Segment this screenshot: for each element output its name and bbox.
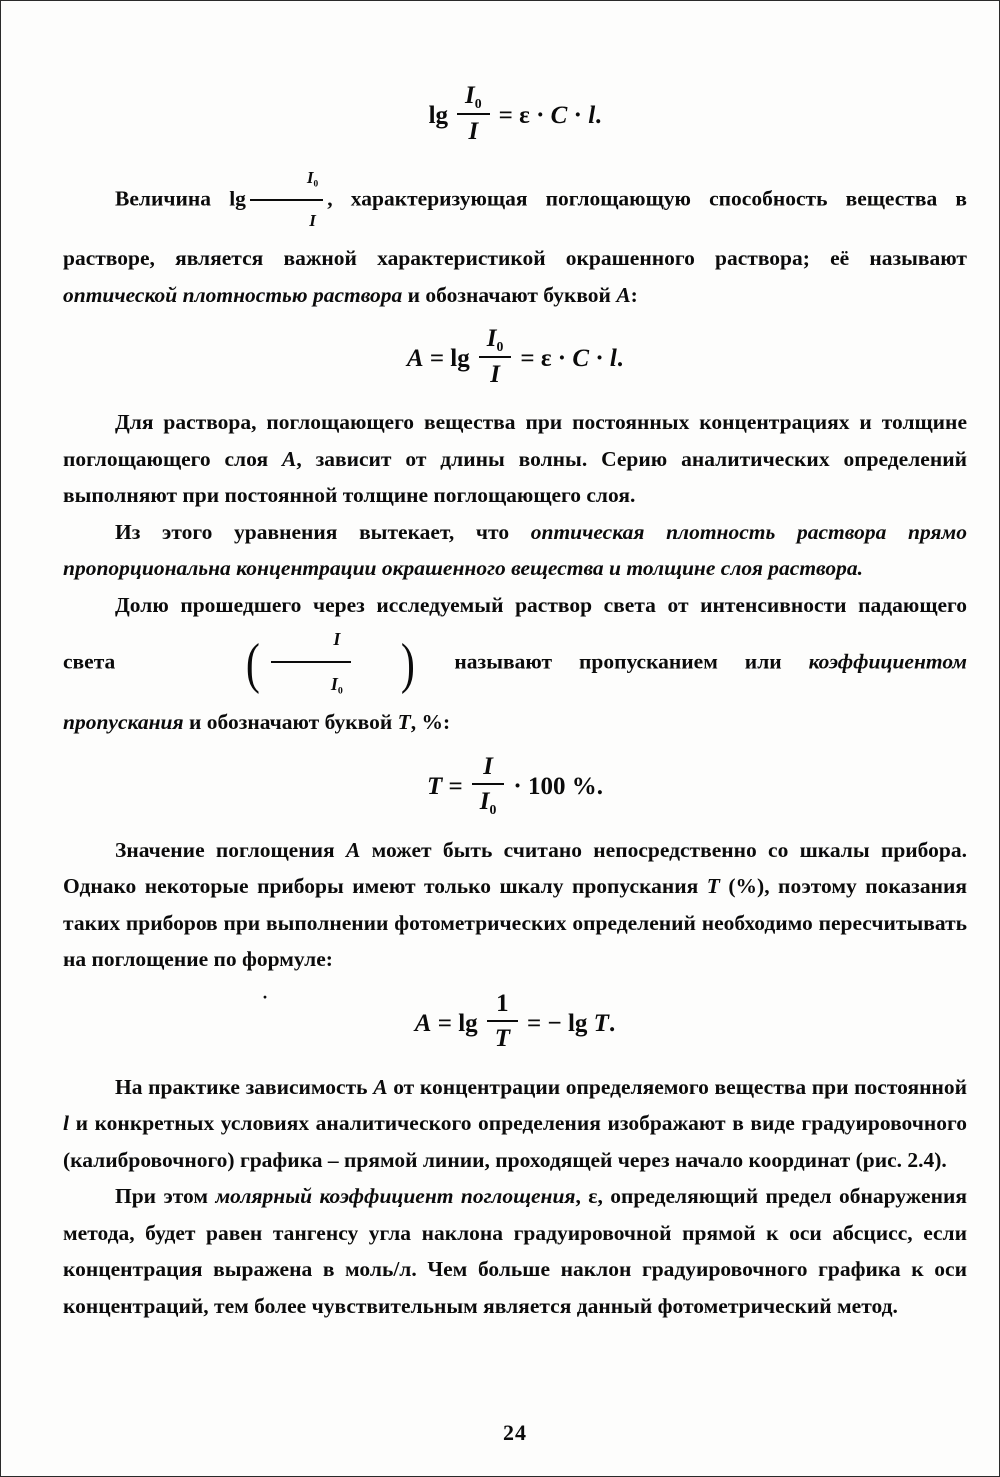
page-number: 24 xyxy=(503,1420,527,1445)
intensity-symbol: I xyxy=(490,360,500,388)
intensity-initial-symbol: I xyxy=(306,168,314,187)
multiplication-dot: · xyxy=(589,344,610,372)
text-segment: : xyxy=(630,282,638,307)
formula-operator: lg xyxy=(428,101,449,129)
term-molar-absorption-coefficient: молярный коэффициент поглощения xyxy=(215,1184,576,1208)
intensity-initial-symbol: I xyxy=(330,673,338,694)
term-optical-density: оптической плотностью раствора xyxy=(63,282,403,307)
text-segment: называют пропусканием или xyxy=(427,649,809,674)
intensity-symbol: I xyxy=(333,629,341,649)
concentration-symbol: C xyxy=(550,101,568,129)
formula-equals-lg: = lg xyxy=(423,344,470,372)
paragraph-calibration-graph xyxy=(63,1069,967,1179)
scan-artifact-dot: · xyxy=(262,987,269,1007)
subscript-zero: 0 xyxy=(496,338,504,354)
subscript-zero: 0 xyxy=(313,179,319,190)
intensity-initial-symbol: I xyxy=(479,788,490,815)
subscript-zero: 0 xyxy=(474,95,482,111)
text-segment: и обозначают буквой xyxy=(402,282,617,307)
text-segment: Из этого уравнения вытекает, что xyxy=(115,519,531,544)
transmittance-symbol: T xyxy=(593,1009,609,1037)
formula-rhs: · 100 %. xyxy=(513,772,603,800)
path-length-symbol: l xyxy=(609,344,617,372)
absorbance-symbol: A xyxy=(406,344,424,372)
inline-formula-operator: lg xyxy=(229,186,246,211)
formula-equals-lg: = lg xyxy=(431,1009,478,1037)
transmittance-symbol: T xyxy=(427,772,443,800)
formula-absorbance-from-transmittance xyxy=(63,989,967,1055)
text-segment: , ε, определяющий предел обнаружения метода, будет равен тангенсу угла наклона градуировочной прямой к оси абсцисс, если концентрация выражена в моль/л. Чем больше наклон градуировочного графика к оси концентраций, тем более чувствительным является данный фотометрический метод. xyxy=(63,1184,968,1318)
paragraph-optical-density-definition xyxy=(63,161,967,313)
symbol-A: A xyxy=(373,1074,388,1099)
fraction xyxy=(271,621,351,702)
formula-rhs: = ε · xyxy=(498,101,551,129)
symbol-T: T xyxy=(397,710,411,734)
subscript-zero: 0 xyxy=(337,684,343,696)
formula-absorbance-definition xyxy=(63,327,967,390)
intensity-symbol: I xyxy=(468,117,479,145)
symbol-A: A xyxy=(281,446,297,471)
text-segment: Значение поглощения xyxy=(115,837,346,862)
concentration-symbol: C xyxy=(572,344,590,372)
text-segment: и обозначают буквой xyxy=(183,710,398,734)
fraction xyxy=(487,990,518,1053)
formula-period: . xyxy=(608,1009,616,1037)
text-segment: (%), поэтому показания таких приборов при выполнении фотометрических определений необходимо пересчитывать на поглощение по формуле: xyxy=(63,874,967,971)
absorbance-symbol: A xyxy=(414,1009,432,1037)
text-segment: Долю прошедшего через исследуемый раствор света от интенсивности падающего света xyxy=(63,592,967,674)
fraction xyxy=(457,82,490,145)
text-segment: Величина xyxy=(115,186,230,211)
text-segment: может быть считано непосредственно со шкалы прибора. Однако некоторые приборы имеют только шкалу пропускания xyxy=(63,837,967,898)
inline-fraction xyxy=(250,160,323,239)
term-transmittance-coefficient: коэффициентом пропускания xyxy=(63,649,968,734)
text-segment: от концентрации определяемого вещества при постоянной xyxy=(387,1074,968,1099)
formula-rhs: = ε · xyxy=(520,344,573,372)
text-segment: , характеризующая поглощающую способность вещества в растворе, является важной характеристикой окрашенного раствора; её называют xyxy=(63,186,968,270)
intensity-symbol: I xyxy=(309,210,316,230)
symbol-T: T xyxy=(706,874,720,898)
fraction xyxy=(472,753,505,816)
intensity-initial-symbol: I xyxy=(465,82,475,109)
text-segment: При этом xyxy=(115,1184,216,1208)
text-segment: Для раствора, поглощающего вещества при постоянных концентрациях и толщине поглощающего слоя xyxy=(63,410,967,471)
paragraph-proportionality-statement xyxy=(63,514,967,587)
paragraph-instrument-scales xyxy=(63,832,967,978)
paragraph-wavelength-dependence xyxy=(63,404,967,514)
text-segment: и конкретных условиях аналитического определения изображают в виде градуировочного (калибровочного) графика – прямой линии, проходящей через начало координат (рис. 2.4). xyxy=(63,1111,967,1172)
numeral-one: 1 xyxy=(496,989,509,1017)
inline-paren-fraction: ( $\frac{I}{I_0}$ ) xyxy=(146,623,423,704)
symbol-A: A xyxy=(345,837,361,862)
symbol-l: l xyxy=(63,1111,69,1135)
formula-transmittance xyxy=(63,752,967,818)
paragraph-transmittance-definition xyxy=(63,587,967,741)
formula-period: . xyxy=(616,344,624,372)
text-segment: , %: xyxy=(410,710,451,734)
formula-rhs: = − lg xyxy=(526,1009,594,1037)
term-direct-proportionality: оптическая плотность раствора прямо пропорциональна концентрации окрашенного вещества и толщине слоя раствора. xyxy=(63,519,967,580)
text-segment: На практике зависимость xyxy=(115,1074,374,1099)
intensity-initial-symbol: I xyxy=(486,325,497,352)
text-segment: , зависит от длины волны. Серию аналитических определений выполняют при постоянной толщине поглощающего слоя. xyxy=(63,446,967,507)
paragraph-molar-absorption-coefficient xyxy=(63,1178,967,1324)
transmittance-symbol: T xyxy=(494,1025,510,1052)
intensity-symbol: I xyxy=(483,752,493,780)
formula-equals: = xyxy=(442,772,463,800)
subscript-zero: 0 xyxy=(489,801,497,817)
multiplication-dot: · xyxy=(567,101,589,129)
formula-beer-lambert-log xyxy=(63,84,967,147)
path-length-symbol: l xyxy=(588,101,596,129)
symbol-A: A xyxy=(616,282,631,307)
fraction xyxy=(479,325,512,388)
formula-period: . xyxy=(595,101,602,129)
